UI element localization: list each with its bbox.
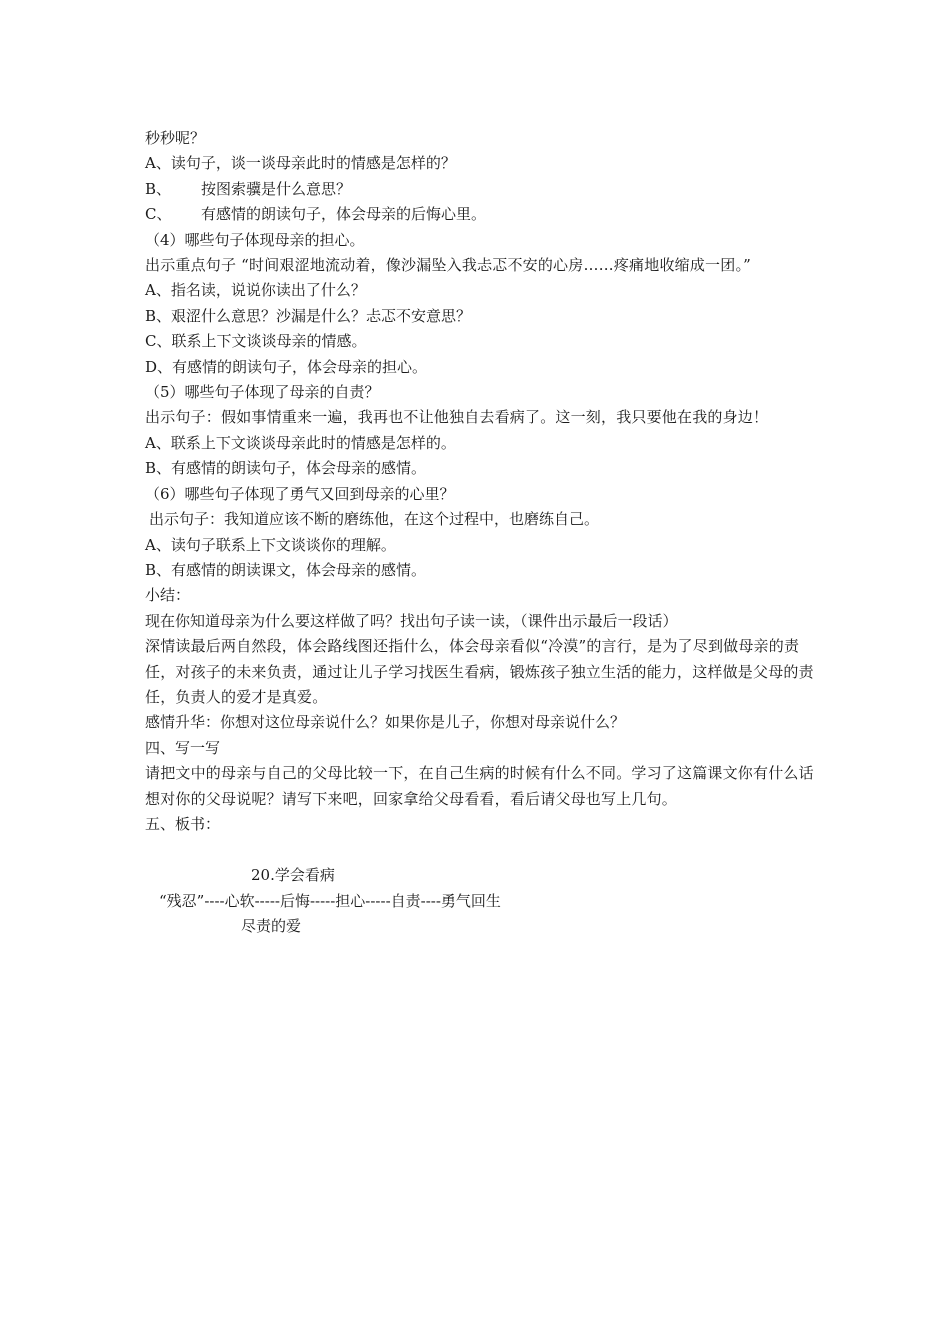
section-heading: 五、板书： (145, 814, 221, 833)
board-chain: “残忍”----心软-----后悔-----担心-----自责----勇气回生 (159, 891, 501, 910)
text-line: 感情升华：你想对这位母亲说什么？如果你是儿子，你想对母亲说什么？ (145, 713, 626, 732)
section-heading: （4）哪些句子体现母亲的担心。 (145, 230, 365, 249)
document-body (145, 126, 815, 940)
text-line: 出示句子：我知道应该不断的磨练他，在这个过程中，也磨练自己。 (149, 510, 600, 529)
text-paragraph: 出示重点句子 “时间艰涩地流动着，像沙漏坠入我忐忑不安的心房……疼痛地收缩成一团。” (145, 256, 752, 275)
list-text: 有感情的朗读句子，体会母亲的后悔心里。 (201, 205, 487, 224)
text-line: C、联系上下文谈谈母亲的情感。 (145, 332, 367, 351)
text-line: 现在你知道母亲为什么要这样做了吗？找出句子读一读，（课件出示最后一段话） (145, 611, 678, 630)
list-label: B、 (145, 179, 172, 198)
text-line: A、联系上下文谈谈母亲此时的情感是怎样的。 (145, 433, 456, 452)
text-paragraph: 请把文中的母亲与自己的父母比较一下，在自己生病的时候有什么不同。学习了这篇课文你有什么话想对你的父母说呢？请写下来吧，回家拿给父母看看，看后请父母也写上几句。 (145, 764, 814, 808)
blank-line (145, 837, 815, 863)
text-paragraph: 出示句子：假如事情重来一遍，我再也不让他独自去看病了。这一刻，我只要他在我的身边！ (145, 408, 769, 427)
board-title: 20.学会看病 (251, 866, 335, 885)
text-paragraph: 深情读最后两自然段，体会路线图还指什么，体会母亲看似“冷漠”的言行，是为了尽到做母亲的责任，对孩子的未来负责，通过让儿子学习找医生看病，锻炼孩子独立生活的能力，这样做是父母的责任，负责人的爱才是真爱。 (145, 637, 814, 706)
list-item (145, 177, 815, 202)
text-line: A、读句子，谈一谈母亲此时的情感是怎样的？ (145, 154, 456, 173)
text-line: A、指名读，说说你读出了什么？ (145, 281, 366, 300)
list-item (145, 202, 815, 227)
text-line: B、有感情的朗读句子，体会母亲的感情。 (145, 459, 427, 478)
text-line: D、有感情的朗读句子，体会母亲的担心。 (145, 357, 428, 376)
list-label: C、 (145, 205, 172, 224)
list-text: 按图索骥是什么意思？ (201, 179, 352, 198)
text-line: B、艰涩什么意思？沙漏是什么？忐忑不安意思？ (145, 306, 472, 325)
text-line: B、有感情的朗读课文，体会母亲的感情。 (145, 560, 427, 579)
section-heading: （6）哪些句子体现了勇气又回到母亲的心里？ (145, 484, 455, 503)
section-heading: 小结： (145, 586, 191, 605)
section-heading: （5）哪些句子体现了母亲的自责？ (145, 383, 380, 402)
text-line: A、读句子联系上下文谈谈你的理解。 (145, 535, 396, 554)
board-note: 尽责的爱 (241, 917, 302, 936)
section-heading: 四、写一写 (145, 738, 221, 757)
text-line: 秒秒呢？ (145, 129, 206, 147)
